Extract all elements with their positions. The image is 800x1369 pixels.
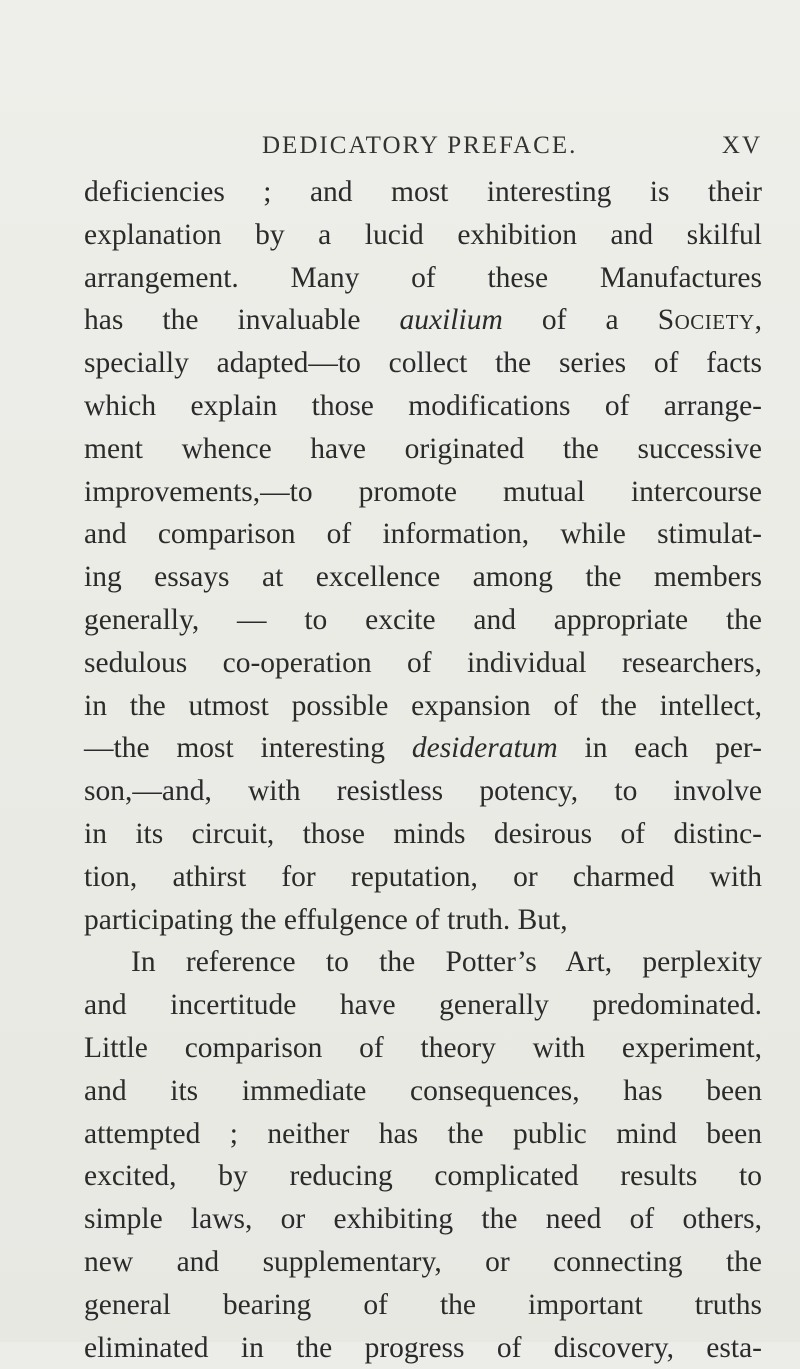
text-line: sedulous co-operation of individual researchers, — [84, 646, 762, 679]
page-number: XV — [721, 132, 762, 159]
text-line: simple laws, or exhibiting the need of others, — [84, 1203, 762, 1236]
running-head-title: DEDICATORY PREFACE. — [262, 132, 578, 159]
text-line: Little comparison of theory with experiment, — [84, 1031, 762, 1064]
running-head — [262, 132, 762, 166]
text-line: eliminated in the progress of discovery, esta- — [84, 1331, 762, 1364]
italic-term: desideratum — [411, 732, 558, 765]
text-line: specially adapted—to collect the series of facts — [84, 347, 762, 380]
text-line: —the most interesting desideratum in each per- — [84, 732, 762, 765]
body-text — [84, 171, 762, 1369]
text-line: participating the effulgence of truth. But, — [84, 903, 568, 936]
text-line: in its circuit, those minds desirous of distinc- — [84, 817, 762, 850]
text-line: and comparison of information, while stimulat- — [84, 518, 762, 551]
paragraph-start-line: In reference to the Potter’s Art, perplexity — [131, 946, 762, 979]
text-line: and its immediate consequences, has been — [84, 1074, 762, 1107]
text-line: ing essays at excellence among the members — [84, 561, 762, 594]
text-line: arrangement. Many of these Manufactures — [84, 261, 762, 294]
text-line: deficiencies ; and most interesting is their — [84, 176, 762, 208]
text-line: ment whence have originated the successive — [84, 432, 762, 465]
text-line: has the invaluable auxilium of a Society, — [84, 304, 762, 337]
text-line: improvements,—to promote mutual intercourse — [84, 475, 762, 508]
text-line: and incertitude have generally predominated. — [84, 989, 762, 1022]
text-line: generally, — to excite and appropriate the — [84, 603, 762, 636]
small-caps-term: Society — [657, 304, 755, 337]
text-line: which explain those modifications of arrange- — [84, 389, 762, 422]
text-line: in the utmost possible expansion of the intellect, — [84, 689, 762, 722]
text-line: excited, by reducing complicated results to — [84, 1160, 762, 1193]
text-line: tion, athirst for reputation, or charmed with — [84, 860, 762, 893]
text-line: general bearing of the important truths — [84, 1288, 762, 1321]
text-line: attempted ; neither has the public mind been — [84, 1117, 762, 1150]
italic-term: auxilium — [399, 304, 503, 337]
text-line: explanation by a lucid exhibition and skilful — [84, 218, 762, 251]
text-line: son,—and, with resistless potency, to involve — [84, 775, 762, 808]
text-line: new and supplementary, or connecting the — [84, 1245, 762, 1278]
